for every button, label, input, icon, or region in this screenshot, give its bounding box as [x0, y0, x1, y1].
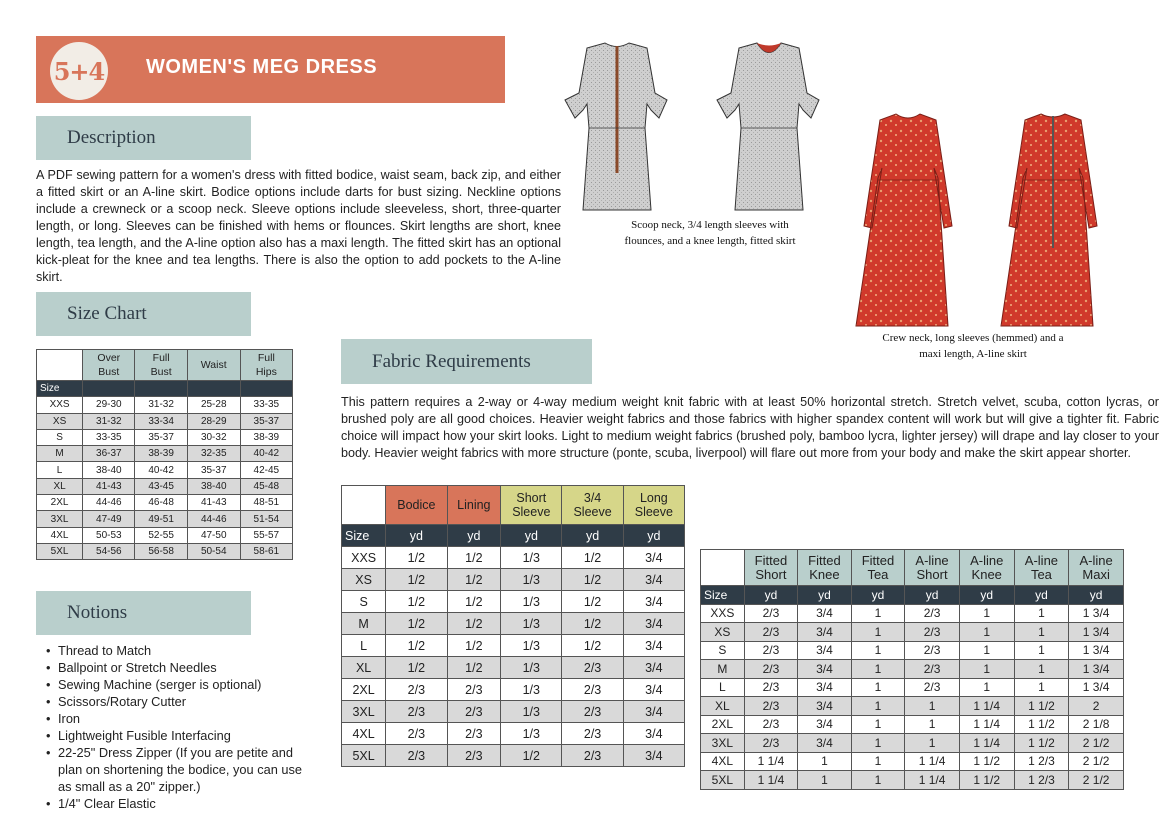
value-cell: 3/4 [798, 715, 852, 734]
value-cell: 1/2 [501, 745, 562, 767]
table-row [37, 429, 293, 445]
value-cell: 1/2 [562, 591, 623, 613]
size-cell: XL [37, 478, 83, 494]
value-cell: 44-46 [187, 511, 240, 527]
unit-cell [83, 381, 135, 397]
table-row [37, 446, 293, 462]
value-cell: 1 [851, 697, 905, 716]
value-cell: 3/4 [798, 697, 852, 716]
value-cell: 2/3 [447, 723, 501, 745]
table-row [342, 591, 685, 613]
size-cell: S [342, 591, 386, 613]
size-cell: 3XL [37, 511, 83, 527]
value-cell: 35-37 [187, 462, 240, 478]
value-cell: 2 1/2 [1069, 752, 1124, 771]
unit-cell [187, 381, 240, 397]
value-cell: 2/3 [447, 679, 501, 701]
skirt-table-col-header: A-line Short [905, 550, 960, 586]
value-cell: 1 [851, 641, 905, 660]
bodice-table-col-header: Lining [447, 486, 501, 525]
value-cell: 1 [851, 604, 905, 623]
size-chart-table [36, 349, 293, 560]
value-cell: 31-32 [135, 397, 187, 413]
value-cell: 1/2 [447, 635, 501, 657]
value-cell: 1 1/4 [959, 734, 1014, 753]
table-row [342, 679, 685, 701]
value-cell: 3/4 [623, 613, 684, 635]
value-cell: 2/3 [905, 660, 960, 679]
description-heading: Description [36, 116, 251, 160]
value-cell: 3/4 [623, 635, 684, 657]
value-cell: 2/3 [744, 641, 798, 660]
table-row [37, 462, 293, 478]
size-cell: 2XL [701, 715, 745, 734]
size-chart-heading: Size Chart [36, 292, 251, 336]
value-cell: 1/2 [447, 547, 501, 569]
table-row [37, 495, 293, 511]
value-cell: 3/4 [798, 734, 852, 753]
table-row [37, 527, 293, 543]
size-cell: M [37, 446, 83, 462]
value-cell: 50-53 [83, 527, 135, 543]
size-cell: XXS [342, 547, 386, 569]
value-cell: 1/3 [501, 679, 562, 701]
value-cell: 3/4 [798, 660, 852, 679]
value-cell: 1 [851, 771, 905, 790]
value-cell: 36-37 [83, 446, 135, 462]
unit-label: Size [37, 381, 83, 397]
value-cell: 1 3/4 [1069, 660, 1124, 679]
value-cell: 1 1/2 [1014, 697, 1069, 716]
value-cell: 1 1/4 [905, 771, 960, 790]
notion-item: • Scissors/Rotary Cutter [45, 693, 315, 710]
table-row [701, 623, 1124, 642]
value-cell: 2 1/8 [1069, 715, 1124, 734]
value-cell: 1 [959, 641, 1014, 660]
size-cell: S [37, 429, 83, 445]
size-chart-col-header: Waist [187, 350, 240, 381]
value-cell: 1 [959, 660, 1014, 679]
value-cell: 55-57 [240, 527, 292, 543]
unit-cell: yd [562, 525, 623, 547]
value-cell: 1 3/4 [1069, 623, 1124, 642]
value-cell: 2/3 [562, 657, 623, 679]
value-cell: 1 3/4 [1069, 678, 1124, 697]
bodice-table-col-header: Bodice [386, 486, 447, 525]
value-cell: 2/3 [744, 715, 798, 734]
value-cell: 31-32 [83, 413, 135, 429]
value-cell: 1 [851, 660, 905, 679]
skirt-yardage-table [700, 549, 1124, 790]
size-cell: XS [37, 413, 83, 429]
value-cell: 1/3 [501, 569, 562, 591]
size-cell: XXS [37, 397, 83, 413]
value-cell: 1/2 [386, 547, 447, 569]
value-cell: 1 [905, 697, 960, 716]
value-cell: 2/3 [905, 641, 960, 660]
value-cell: 3/4 [623, 591, 684, 613]
value-cell: 1 1/4 [959, 715, 1014, 734]
value-cell: 2/3 [386, 723, 447, 745]
size-chart-col-header: Full Hips [240, 350, 292, 381]
description-text: A PDF sewing pattern for a women's dress with fitted bodice, waist seam, back zip, and either a fitted skirt or an A-line skirt. Bodice options include darts for bust sizing. Neckline options include a crewneck or a scoop neck. Sleeve options include sleeveless, short, three-quarter length, or long. Sleeves can be finished with hems or flounces. Skirt lengths are short, knee length, tea length, and the A-line option also has a maxi length. The fitted skirt has an optional kick-pleat for the knee and tea lengths. There is also the option to add pockets to the A-line skirt. [36, 168, 561, 284]
page-title: WOMEN'S MEG DRESS [146, 56, 378, 78]
size-cell: 4XL [37, 527, 83, 543]
unit-cell: yd [744, 586, 798, 605]
size-cell: 4XL [342, 723, 386, 745]
value-cell: 38-40 [187, 478, 240, 494]
value-cell: 2/3 [562, 723, 623, 745]
value-cell: 45-48 [240, 478, 292, 494]
skirt-table-col-header: Fitted Knee [798, 550, 852, 586]
unit-cell: yd [851, 586, 905, 605]
unit-cell: yd [386, 525, 447, 547]
value-cell: 1/3 [501, 547, 562, 569]
value-cell: 3/4 [623, 547, 684, 569]
value-cell: 2/3 [905, 623, 960, 642]
value-cell: 2/3 [447, 745, 501, 767]
value-cell: 1 [851, 734, 905, 753]
value-cell: 25-28 [187, 397, 240, 413]
table-row [701, 715, 1124, 734]
value-cell: 3/4 [623, 569, 684, 591]
value-cell: 38-40 [83, 462, 135, 478]
value-cell: 1 1/4 [744, 771, 798, 790]
value-cell: 2/3 [744, 623, 798, 642]
value-cell: 1 [1014, 604, 1069, 623]
table-row [342, 613, 685, 635]
value-cell: 42-45 [240, 462, 292, 478]
value-cell: 1/3 [501, 701, 562, 723]
notion-item: • Ballpoint or Stretch Needles [45, 659, 315, 676]
corner-cell [37, 350, 83, 381]
size-cell: 5XL [37, 543, 83, 559]
skirt-table-col-header: Fitted Tea [851, 550, 905, 586]
value-cell: 2/3 [905, 678, 960, 697]
table-row [701, 641, 1124, 660]
size-chart-col-header: Over Bust [83, 350, 135, 381]
value-cell: 2/3 [562, 745, 623, 767]
bodice-table-col-header: Long Sleeve [623, 486, 684, 525]
corner-cell [701, 550, 745, 586]
value-cell: 3/4 [798, 604, 852, 623]
value-cell: 1/3 [501, 591, 562, 613]
grey-dress-caption: Scoop neck, 3/4 length sleeves with flounces, and a knee length, fitted skirt [624, 219, 796, 247]
size-cell: 2XL [342, 679, 386, 701]
table-row [37, 478, 293, 494]
value-cell: 28-29 [187, 413, 240, 429]
value-cell: 3/4 [623, 701, 684, 723]
value-cell: 33-35 [240, 397, 292, 413]
size-chart-col-header: Full Bust [135, 350, 187, 381]
value-cell: 1 [798, 752, 852, 771]
size-cell: 3XL [342, 701, 386, 723]
value-cell: 1 [959, 678, 1014, 697]
value-cell: 58-61 [240, 543, 292, 559]
value-cell: 1/3 [501, 723, 562, 745]
size-cell: XS [701, 623, 745, 642]
unit-cell [135, 381, 187, 397]
size-cell: XXS [701, 604, 745, 623]
value-cell: 3/4 [798, 623, 852, 642]
unit-cell [240, 381, 292, 397]
value-cell: 1 [905, 734, 960, 753]
value-cell: 3/4 [798, 641, 852, 660]
value-cell: 1/2 [562, 613, 623, 635]
value-cell: 51-54 [240, 511, 292, 527]
value-cell: 1/2 [562, 635, 623, 657]
value-cell: 29-30 [83, 397, 135, 413]
size-cell: M [342, 613, 386, 635]
value-cell: 1/2 [386, 591, 447, 613]
skirt-table-unit-row [701, 586, 1124, 605]
value-cell: 3/4 [623, 657, 684, 679]
value-cell: 1 2/3 [1014, 752, 1069, 771]
value-cell: 49-51 [135, 511, 187, 527]
value-cell: 47-50 [187, 527, 240, 543]
size-chart-unit-row [37, 381, 293, 397]
table-row [701, 678, 1124, 697]
notion-item: • 1/4" Clear Elastic [45, 795, 315, 812]
value-cell: 2 1/2 [1069, 734, 1124, 753]
table-row [342, 701, 685, 723]
unit-cell: yd [905, 586, 960, 605]
value-cell: 1/2 [386, 569, 447, 591]
table-row [342, 657, 685, 679]
table-row [342, 569, 685, 591]
value-cell: 1 [959, 623, 1014, 642]
value-cell: 33-34 [135, 413, 187, 429]
value-cell: 38-39 [240, 429, 292, 445]
value-cell: 1/2 [386, 613, 447, 635]
bodice-table-col-header: 3/4 Sleeve [562, 486, 623, 525]
table-row [342, 547, 685, 569]
value-cell: 52-55 [135, 527, 187, 543]
value-cell: 2/3 [905, 604, 960, 623]
grey-dress-back [565, 43, 667, 210]
size-cell: 5XL [701, 771, 745, 790]
unit-cell: yd [1069, 586, 1124, 605]
value-cell: 1 [1014, 660, 1069, 679]
red-dress-illustration [848, 108, 1133, 330]
value-cell: 3/4 [623, 745, 684, 767]
bodice-sleeve-yardage-table [341, 485, 685, 767]
value-cell: 1/2 [562, 569, 623, 591]
value-cell: 1/3 [501, 635, 562, 657]
value-cell: 30-32 [187, 429, 240, 445]
value-cell: 1 [905, 715, 960, 734]
skirt-table-col-header: A-line Maxi [1069, 550, 1124, 586]
value-cell: 1 1/2 [959, 771, 1014, 790]
value-cell: 1 1/4 [744, 752, 798, 771]
value-cell: 44-46 [83, 495, 135, 511]
notions-heading: Notions [36, 591, 251, 635]
unit-cell: yd [447, 525, 501, 547]
table-row [701, 771, 1124, 790]
value-cell: 2/3 [447, 701, 501, 723]
notions-list [45, 642, 315, 812]
value-cell: 54-56 [83, 543, 135, 559]
value-cell: 1 2/3 [1014, 771, 1069, 790]
unit-cell: yd [501, 525, 562, 547]
value-cell: 47-49 [83, 511, 135, 527]
fabric-heading: Fabric Requirements [341, 339, 592, 384]
size-cell: 3XL [701, 734, 745, 753]
fabric-text: This pattern requires a 2-way or 4-way medium weight knit fabric with at least 50% horizontal stretch. Stretch velvet, scuba, cotton lycras, or brushed poly are all good choices. Heavier weight fabrics and those fabrics with higher spandex content will work but will give a tighter fit. Fabric choice will impact how your skirt looks. Light to medium weight fabrics (brushed poly, bamboo lycra, lighter jersey) will drape and lay closer to your body. Heavier weight fabrics with more structure (ponte, scuba, liverpool) will flare out more from your body and make the skirt appear shorter. [341, 395, 1159, 460]
skirt-table-col-header: A-line Tea [1014, 550, 1069, 586]
table-row [37, 511, 293, 527]
value-cell: 1/2 [562, 547, 623, 569]
skirt-table-col-header: A-line Knee [959, 550, 1014, 586]
value-cell: 2 [1069, 697, 1124, 716]
value-cell: 40-42 [135, 462, 187, 478]
notion-item: • Iron [45, 710, 315, 727]
value-cell: 1/3 [501, 657, 562, 679]
table-row [701, 604, 1124, 623]
table-row [342, 723, 685, 745]
value-cell: 2/3 [562, 701, 623, 723]
size-cell: 4XL [701, 752, 745, 771]
red-dress-caption: Crew neck, long sleeves (hemmed) and a maxi length, A-line skirt [882, 332, 1064, 360]
value-cell: 2/3 [744, 678, 798, 697]
table-row [701, 734, 1124, 753]
bodice-table-col-header: Short Sleeve [501, 486, 562, 525]
notion-item: • Lightweight Fusible Interfacing [45, 727, 315, 744]
value-cell: 1 [1014, 623, 1069, 642]
table-row [342, 635, 685, 657]
value-cell: 1/2 [447, 613, 501, 635]
value-cell: 1 1/2 [1014, 734, 1069, 753]
value-cell: 50-54 [187, 543, 240, 559]
value-cell: 56-58 [135, 543, 187, 559]
value-cell: 2/3 [744, 734, 798, 753]
table-row [701, 752, 1124, 771]
unit-cell: yd [1014, 586, 1069, 605]
size-cell: L [701, 678, 745, 697]
size-cell: 2XL [37, 495, 83, 511]
value-cell: 2/3 [744, 604, 798, 623]
brand-logo [50, 42, 108, 100]
table-row [37, 413, 293, 429]
value-cell: 48-51 [240, 495, 292, 511]
value-cell: 41-43 [83, 478, 135, 494]
value-cell: 1 [798, 771, 852, 790]
red-dress-back [1001, 114, 1097, 326]
value-cell: 2/3 [744, 697, 798, 716]
value-cell: 41-43 [187, 495, 240, 511]
value-cell: 3/4 [623, 723, 684, 745]
value-cell: 3/4 [798, 678, 852, 697]
size-cell: XL [701, 697, 745, 716]
size-cell: XL [342, 657, 386, 679]
table-row [342, 745, 685, 767]
value-cell: 1 [851, 678, 905, 697]
size-cell: 5XL [342, 745, 386, 767]
size-cell: L [37, 462, 83, 478]
red-dress-front [856, 114, 952, 326]
value-cell: 40-42 [240, 446, 292, 462]
size-cell: XS [342, 569, 386, 591]
value-cell: 2/3 [744, 660, 798, 679]
value-cell: 1 [851, 752, 905, 771]
value-cell: 2/3 [386, 701, 447, 723]
notion-item: • Sewing Machine (serger is optional) [45, 676, 315, 693]
value-cell: 43-45 [135, 478, 187, 494]
value-cell: 2 1/2 [1069, 771, 1124, 790]
value-cell: 1 [959, 604, 1014, 623]
grey-dress-front [717, 43, 819, 210]
logo-text: 5+4 [53, 56, 105, 86]
value-cell: 3/4 [623, 679, 684, 701]
value-cell: 1 1/2 [959, 752, 1014, 771]
skirt-table-col-header: Fitted Short [744, 550, 798, 586]
table-row [701, 697, 1124, 716]
value-cell: 1 [1014, 678, 1069, 697]
value-cell: 1 1/2 [1014, 715, 1069, 734]
value-cell: 1 [851, 715, 905, 734]
unit-cell: yd [623, 525, 684, 547]
size-cell: M [701, 660, 745, 679]
value-cell: 35-37 [135, 429, 187, 445]
size-cell: S [701, 641, 745, 660]
notion-item: • 22-25" Dress Zipper (If you are petite and plan on shortening the bodice, you can use as small as a 20" zipper.) [45, 744, 315, 795]
value-cell: 1/2 [386, 657, 447, 679]
value-cell: 1 1/4 [959, 697, 1014, 716]
value-cell: 2/3 [562, 679, 623, 701]
value-cell: 1 3/4 [1069, 641, 1124, 660]
table-row [37, 543, 293, 559]
value-cell: 1 1/4 [905, 752, 960, 771]
value-cell: 32-35 [187, 446, 240, 462]
value-cell: 1/2 [386, 635, 447, 657]
table-row [37, 397, 293, 413]
value-cell: 35-37 [240, 413, 292, 429]
unit-cell: yd [959, 586, 1014, 605]
size-cell: L [342, 635, 386, 657]
unit-label: Size [701, 586, 745, 605]
value-cell: 1/2 [447, 657, 501, 679]
value-cell: 33-35 [83, 429, 135, 445]
value-cell: 2/3 [386, 745, 447, 767]
value-cell: 46-48 [135, 495, 187, 511]
grey-dress-illustration [555, 38, 845, 218]
value-cell: 38-39 [135, 446, 187, 462]
value-cell: 1/2 [447, 569, 501, 591]
unit-label: Size [342, 525, 386, 547]
bodice-table-unit-row [342, 525, 685, 547]
value-cell: 1 [1014, 641, 1069, 660]
notion-item: • Thread to Match [45, 642, 315, 659]
value-cell: 1/2 [447, 591, 501, 613]
value-cell: 1/3 [501, 613, 562, 635]
value-cell: 2/3 [386, 679, 447, 701]
value-cell: 1 3/4 [1069, 604, 1124, 623]
table-row [701, 660, 1124, 679]
corner-cell [342, 486, 386, 525]
value-cell: 1 [851, 623, 905, 642]
unit-cell: yd [798, 586, 852, 605]
